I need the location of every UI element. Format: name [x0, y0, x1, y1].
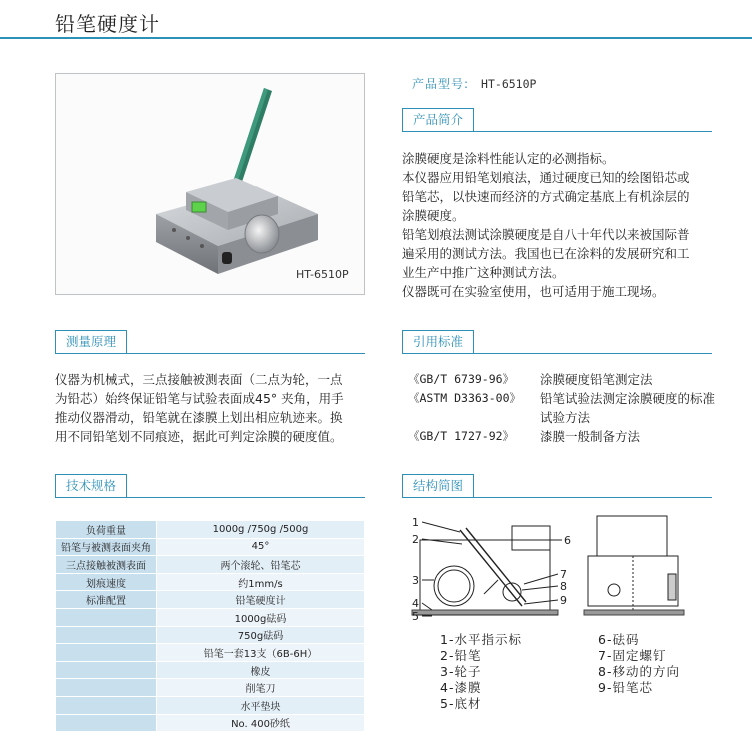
- specs-header-tab: 技术规格: [55, 474, 127, 498]
- spec-key: 铅笔与被测表面夹角: [56, 538, 157, 556]
- standard-code: 《ASTM D3363-00》: [408, 391, 522, 405]
- spec-key: [56, 661, 157, 679]
- principle-line: 仪器为机械式，三点接触被测表面（二点为轮，一点: [55, 372, 343, 387]
- spec-value: 1000g砝码: [157, 608, 365, 626]
- intro-header-tab: 产品简介: [402, 108, 474, 132]
- spec-value: 铅笔一套13支（6B-6H）: [157, 644, 365, 662]
- table-row: [56, 644, 365, 662]
- spec-key: 三点接触被测表面: [56, 556, 157, 574]
- callout-1: 1: [412, 516, 419, 529]
- intro-line: 涂膜硬度。: [402, 208, 465, 223]
- spec-value: 削笔刀: [157, 679, 365, 697]
- intro-line: 涂膜硬度是涂料性能认定的必测指标。: [402, 151, 615, 166]
- standard-item: [408, 370, 728, 389]
- spec-value: 1000g /750g /500g: [157, 521, 365, 539]
- callout-9: 9: [560, 594, 567, 607]
- standard-name: 漆膜一般制备方法: [540, 429, 641, 444]
- pencil-hardness-tester-illustration: [56, 74, 366, 296]
- spec-value: 铅笔硬度计: [157, 591, 365, 609]
- intro-line: 铅笔芯，以快速而经济的方式确定基底上有机涂层的: [402, 189, 690, 204]
- legend-item: 6-砝码: [598, 632, 640, 647]
- spec-key: 负荷重量: [56, 521, 157, 539]
- spec-key: [56, 696, 157, 714]
- principle-section-header: [55, 330, 365, 354]
- table-row: [56, 591, 365, 609]
- structure-diagram-drawing: [402, 510, 712, 630]
- photo-caption: HT-6510P: [296, 268, 349, 281]
- standards-section-header: [402, 330, 712, 354]
- table-row: [56, 521, 365, 539]
- spec-key: [56, 626, 157, 644]
- principle-text: [55, 370, 375, 446]
- standard-name: 涂膜硬度铅笔测定法: [540, 372, 653, 387]
- legend-right: [598, 632, 680, 696]
- model-value: HT-6510P: [481, 77, 537, 91]
- standard-name: 铅笔试验法测定涂膜硬度的标准试验方法: [540, 391, 716, 425]
- callout-7: 7: [560, 568, 567, 581]
- standard-code: 《GB/T 1727-92》: [408, 429, 515, 443]
- callout-4: 4: [412, 597, 419, 610]
- spec-value: 橡皮: [157, 661, 365, 679]
- spec-value: 750g砝码: [157, 626, 365, 644]
- intro-line: 铅笔划痕法测试涂膜硬度是自八十年代以来被国际普: [402, 227, 690, 242]
- callout-6: 6: [564, 534, 571, 547]
- intro-line: 遍采用的测试方法。我国也已在涂料的发展研究和工: [402, 246, 690, 261]
- spec-key: [56, 714, 157, 732]
- spec-value: 两个滚轮、铅笔芯: [157, 556, 365, 574]
- callout-3: 3: [412, 574, 419, 587]
- intro-line: 业生产中推广这种测试方法。: [402, 265, 565, 280]
- spec-key: [56, 644, 157, 662]
- intro-line: 本仪器应用铅笔划痕法，通过硬度已知的绘图铅芯或: [402, 170, 690, 185]
- spec-key: [56, 608, 157, 626]
- spec-value: No. 400砂纸: [157, 714, 365, 732]
- structure-header-tab: 结构简图: [402, 474, 474, 498]
- standard-item: [408, 427, 728, 446]
- model-label: 产品型号:: [412, 77, 470, 91]
- table-row: [56, 538, 365, 556]
- principle-line: 用不同铅笔划不同痕迹，据此可判定涂膜的硬度值。: [55, 429, 343, 444]
- product-photo: [55, 73, 365, 295]
- spec-key: 划痕速度: [56, 573, 157, 591]
- spec-key: 标准配置: [56, 591, 157, 609]
- standards-header-tab: 引用标准: [402, 330, 474, 354]
- structure-section-header: [402, 474, 712, 498]
- table-row: [56, 626, 365, 644]
- title-divider: [0, 37, 752, 39]
- standard-code: 《GB/T 6739-96》: [408, 372, 515, 386]
- table-row: [56, 661, 365, 679]
- table-row: [56, 714, 365, 732]
- legend-left: [440, 632, 522, 712]
- table-row: [56, 608, 365, 626]
- standard-item: [408, 389, 728, 427]
- legend-item: 7-固定螺钉: [598, 648, 667, 663]
- legend-item: 4-漆膜: [440, 680, 482, 695]
- principle-header-tab: 测量原理: [55, 330, 127, 354]
- spec-value: 约1mm/s: [157, 573, 365, 591]
- principle-line: 推动仪器滑动，铅笔就在漆膜上划出相应轨迹来。换: [55, 410, 343, 425]
- legend-item: 8-移动的方向: [598, 664, 680, 679]
- legend-item: 1-水平指示标: [440, 632, 522, 647]
- structure-diagram: [402, 510, 712, 630]
- spec-value: 45°: [157, 538, 365, 556]
- callout-2: 2: [412, 533, 419, 546]
- legend-item: 2-铅笔: [440, 648, 482, 663]
- callout-8: 8: [560, 580, 567, 593]
- legend-item: 9-铅笔芯: [598, 680, 653, 695]
- legend-item: 5-底材: [440, 696, 482, 711]
- intro-section-header: [402, 108, 712, 132]
- table-row: [56, 556, 365, 574]
- spec-table: [55, 520, 365, 732]
- principle-line: 为铅芯）始终保证铅笔与试验表面成45° 夹角，用手: [55, 391, 344, 406]
- intro-line: 仪器既可在实验室使用，也可适用于施工现场。: [402, 284, 665, 299]
- specs-section-header: [55, 474, 365, 498]
- spec-key: [56, 679, 157, 697]
- table-row: [56, 573, 365, 591]
- callout-5: 5: [412, 610, 419, 623]
- table-row: [56, 679, 365, 697]
- intro-text: [402, 149, 722, 301]
- table-row: [56, 696, 365, 714]
- spec-value: 水平垫块: [157, 696, 365, 714]
- legend-item: 3-轮子: [440, 664, 482, 679]
- page-title: 铅笔硬度计: [55, 12, 160, 36]
- model-line: [412, 75, 536, 92]
